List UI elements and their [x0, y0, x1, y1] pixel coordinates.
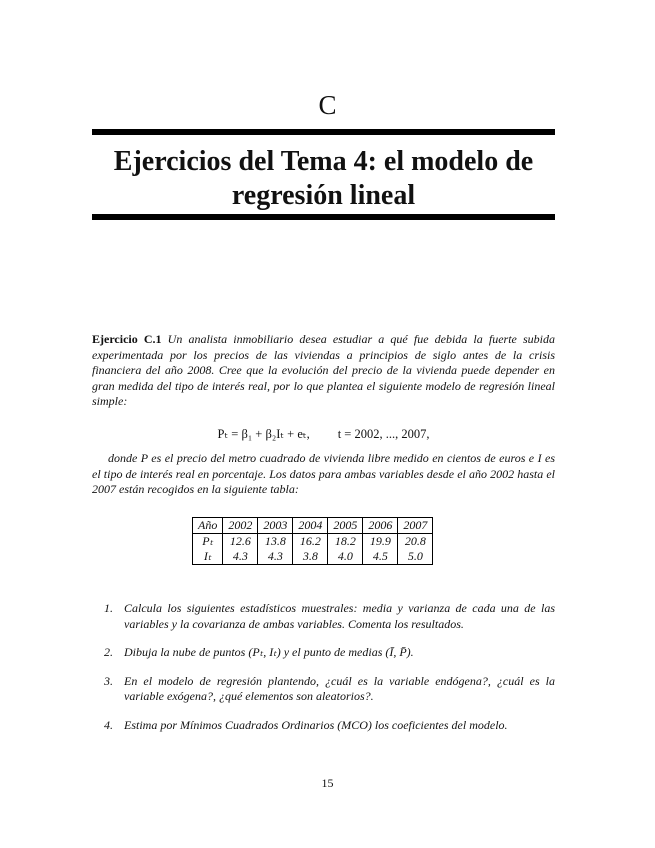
table-cell: 4.3 — [223, 549, 258, 565]
question-item — [104, 718, 555, 734]
question-text: Estima por Mínimos Cuadrados Ordinarios (MCO) los coeficientes del modelo. — [124, 717, 508, 732]
table-header-cell: Año — [193, 518, 223, 534]
chapter-title: Ejercicios del Tema 4: el modelo de regresión lineal — [113, 146, 534, 211]
table-cell: 4.3 — [258, 549, 293, 565]
question-number: 3. — [104, 673, 113, 688]
table-cell: 16.2 — [293, 534, 328, 550]
table-cell: 19.9 — [363, 534, 398, 550]
table-header-cell: 2005 — [328, 518, 363, 534]
table-cell: 20.8 — [398, 534, 433, 550]
question-item — [104, 674, 555, 705]
table-header-cell: 2006 — [363, 518, 398, 534]
table-cell: 12.6 — [223, 534, 258, 550]
exercise-description: donde P es el precio del metro cuadrado de vivienda libre medido en cientos de euros e I es el tipo de interés real en porcentaje. Los datos para ambas variables desde el año 2002 hasta el 2007 están recogidos en la siguiente tabla: — [92, 451, 555, 496]
chapter-letter: C — [318, 90, 337, 120]
question-number: 2. — [104, 645, 113, 659]
question-text: En el modelo de regresión plantendo, ¿cuál es la variable endógena?, ¿cuál es la variable exógena?, ¿qué elementos son aleatorios?. — [124, 673, 555, 703]
question-item — [104, 645, 555, 661]
table-header-cell: 2004 — [293, 518, 328, 534]
table-header-cell: 2007 — [398, 518, 433, 534]
table-cell: 13.8 — [258, 534, 293, 550]
equation-range: t = 2002, ..., 2007, — [337, 427, 430, 441]
table-header-cell: 2002 — [223, 518, 258, 534]
title-rule-bottom — [92, 214, 555, 220]
table-cell: Pₜ — [193, 534, 223, 550]
model-equation — [92, 426, 555, 442]
exercise-intro-text: Un analista inmobiliario desea estudiar a qué fue debida la fuerte subida experimentada por los precios de las viviendas a principios de siglo antes de la crisis financiera del año 2008. Cree que la evolución del precio de la vivienda puede depender en gran medida del tipo de interés real, por lo que plantea el siguiente modelo de regresión lineal simple: — [92, 332, 555, 408]
table-cell: Iₜ — [193, 549, 223, 565]
table-cell: 4.0 — [328, 549, 363, 565]
table-row — [193, 534, 433, 550]
table-header-row — [193, 518, 433, 534]
data-table — [192, 517, 433, 565]
question-list — [104, 601, 555, 746]
table-row — [193, 549, 433, 565]
question-text: Dibuja la nube de puntos (Pₜ, Iₜ) y el punto de medias (Ī, P̄). — [124, 645, 414, 659]
question-text: Calcula los siguientes estadísticos muestrales: media y varianza de cada una de las variables y la covarianza de ambas variables. Comenta los resultados. — [124, 601, 555, 631]
equation-model: Pₜ = β₁ + β₂Iₜ + eₜ, — [217, 427, 310, 441]
table-header-cell: 2003 — [258, 518, 293, 534]
exercise-intro — [92, 332, 555, 410]
table-cell: 5.0 — [398, 549, 433, 565]
table-cell: 18.2 — [328, 534, 363, 550]
question-number: 1. — [104, 601, 113, 615]
title-rule-top — [92, 129, 555, 135]
table-cell: 3.8 — [293, 549, 328, 565]
page-number: 15 — [321, 776, 334, 790]
exercise-label: Ejercicio C.1 — [92, 332, 162, 346]
table-cell: 4.5 — [363, 549, 398, 565]
question-number: 4. — [104, 717, 113, 732]
question-item — [104, 601, 555, 632]
